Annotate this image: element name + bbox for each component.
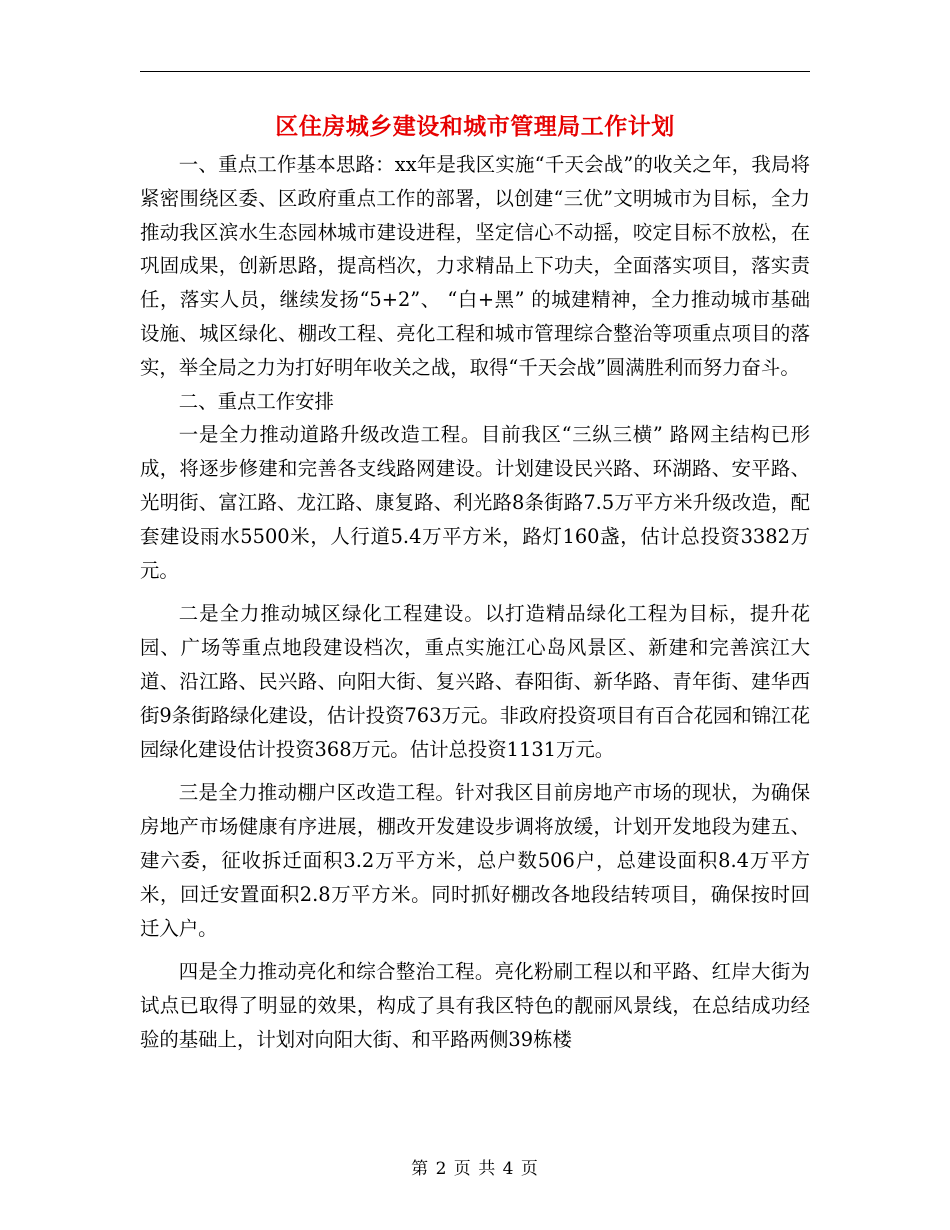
paragraph-thinking: 一、重点工作基本思路：xx年是我区实施“千天会战”的收关之年，我局将紧密围绕区委、区政府重点工作的部署，以创建“三优”文明城市为目标，全力推动我区滨水生态园林城市建设进程，坚定信心不动摇，咬定目标不放松，在巩固成果，创新思路，提高档次，力求精品上下功夫，全面落实项目，落实责任，落实人员，继续发扬“5+2”、 “白+黑” 的城建精神，全力推动城市基础设施、城区绿化、棚改工程、亮化工程和城市管理综合整治等项重点项目的落实，举全局之力为打好明年收关之战，取得“千天会战”圆满胜利而努力奋斗。 <box>140 153 810 379</box>
paragraph-lighting: 四是全力推动亮化和综合整治工程。亮化粉刷工程以和平路、红岸大街为试点已取得了明显的效果，构成了具有我区特色的靓丽风景线，在总结成功经验的基础上，计划对向阳大街、和平路两侧39栋楼 <box>140 960 810 1051</box>
document-body <box>140 148 810 1057</box>
page-number: 第 2 页 共 4 页 <box>411 1159 539 1179</box>
paragraph-shantytown: 三是全力推动棚户区改造工程。针对我区目前房地产市场的现状，为确保房地产市场健康有序进展，棚改开发建设步调将放缓，计划开发地段为建五、建六委，征收拆迁面积3.2万平方米，总户数506户，总建设面积8.4万平方米，回迁安置面积2.8万平方米。同时抓好棚改各地段结转项目，确保按时回迁入户。 <box>140 781 810 940</box>
paragraph-greening: 二是全力推动城区绿化工程建设。以打造精品绿化工程为目标，提升花园、广场等重点地段建设档次，重点实施江心岛风景区、新建和完善滨江大道、沿江路、民兴路、向阳大街、复兴路、春阳街、新华路、青年街、建华西街9条街路绿化建设，估计投资763万元。非政府投资项目有百合花园和锦江花园绿化建设估计投资368万元。估计总投资1131万元。 <box>140 602 810 761</box>
paragraph-heading-arrangement: 二、重点工作安排 <box>178 389 334 413</box>
header-rule <box>140 71 810 72</box>
document-title: 区住房城乡建设和城市管理局工作计划 <box>275 114 675 140</box>
paragraph-roads: 一是全力推动道路升级改造工程。目前我区“三纵三横” 路网主结构已形成，将逐步修建和完善各支线路网建设。计划建设民兴路、环湖路、安平路、光明街、富江路、龙江路、康复路、利光路8条街路7.5万平方米升级改造，配套建设雨水5500米，人行道5.4万平方米，路灯160盏，估计总投资3382万元。 <box>140 423 810 582</box>
